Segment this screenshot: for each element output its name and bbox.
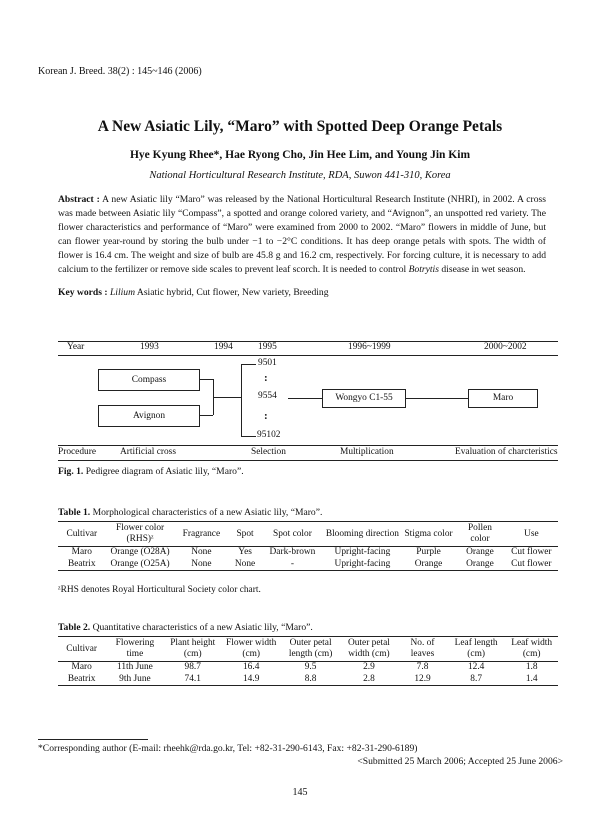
parent-label-avignon: Avignon (132, 411, 166, 421)
column-header: Fragrance (182, 528, 221, 539)
table-row (58, 662, 558, 674)
year-label: Year (67, 342, 85, 352)
table-cell: 7.8 (416, 662, 429, 672)
table1-caption (58, 507, 322, 518)
table-cell: 1.8 (525, 662, 538, 672)
figure-procedure-rule (58, 445, 558, 446)
year-1993: 1993 (140, 342, 159, 352)
keywords-italic-term: Lilium (109, 287, 136, 298)
selection-ellipsis: : (264, 372, 268, 384)
table-cell: 2.8 (363, 673, 375, 684)
table-cell: 74.1 (184, 673, 201, 684)
abstract-text-end: disease in wet season. (438, 264, 526, 276)
table-cell: - (290, 558, 294, 569)
table-cell: Dark-brown (269, 547, 316, 557)
column-header: Flower color (RHS)ᶻ (116, 523, 165, 544)
table-cell: 12.4 (467, 662, 485, 672)
column-header: Blooming direction (325, 528, 399, 539)
figure-caption-text: Pedigree diagram of Asiatic lily, “Maro”. (83, 466, 244, 477)
column-header: Use (524, 528, 539, 539)
table-cell: 8.7 (470, 673, 482, 684)
year-1994: 1994 (214, 342, 233, 352)
table-cell: None (234, 558, 256, 569)
figure-bottom-rule (58, 460, 558, 461)
selection-bracket-tick (241, 364, 256, 365)
table2-caption-text: Quantitative characteristics of a new Asiatic lily, “Maro”. (90, 622, 313, 633)
table-cell: Yes (238, 547, 252, 557)
column-header: Leaf width (cm) (511, 638, 553, 659)
table-cell: 12.9 (414, 673, 431, 684)
column-header: Cultivar (66, 643, 98, 654)
table2-caption (58, 622, 313, 633)
table-cell: Cut flower (511, 547, 552, 557)
keywords-text: Asiatic hybrid, Cut flower, New variety, Breeding (135, 287, 329, 298)
table-cell: Orange (O28A) (110, 547, 170, 557)
table-cell: 14.9 (242, 673, 260, 684)
figure-caption (58, 466, 244, 477)
cross-connector (199, 379, 213, 380)
table-cell: Cut flower (511, 558, 552, 569)
keywords (58, 287, 546, 298)
table-header-row (58, 637, 558, 662)
table1-footnote: ᶻRHS denotes Royal Horticultural Society color chart. (58, 585, 261, 595)
table-cell: 9th June (119, 673, 151, 684)
table-cell: 2.9 (363, 662, 375, 672)
table-cell: 16.4 (242, 662, 260, 672)
column-header: Outer petal width (cm) (347, 638, 390, 659)
selection-9554: 9554 (258, 391, 277, 401)
column-header: Spot color (273, 528, 312, 539)
parent-box-avignon (98, 405, 200, 427)
selection-bracket-tick (241, 436, 256, 437)
keywords-label: Key words : (58, 287, 108, 298)
column-header: Cultivar (66, 528, 98, 539)
table-cell: Maro (71, 547, 92, 557)
line-box-wongyo (322, 389, 406, 408)
table-cell: None (191, 547, 212, 557)
table-cell: Purple (416, 547, 441, 557)
corresponding-author: *Corresponding author (E-mail: rheehk@rda.go.kr, Tel: +82-31-290-6143, Fax: +82-31-290-6189) (38, 743, 418, 754)
abstract-text: A new Asiatic lily “Maro” was released by the National Horticultural Research Institute (NHRI), in 2002. A cross was made between Asiatic lily “Compass”, a spotted and orange colored variety, and “Avignon”, an unspotted red variety. The flower characteristics and performance of “Maro” were examined from 2000 to 2002. “Maro” flowers in middle of June, but can flower year-round by storing the bulb under −1 to −2°C conditions. It has deep orange petals with spots. The width of flower is 16.4 cm. The weight and size of bulb are 45.8 g and 16.2 cm, respectively. For forcing culture, it is necessary to add calcium to the fertilizer or remove side scales to prevent leaf scorch. It is needed to control (58, 194, 546, 276)
cultivar-label-maro: Maro (492, 393, 514, 403)
table-header-row (58, 522, 558, 547)
table-cell: None (191, 558, 212, 569)
paper-title: A New Asiatic Lily, “Maro” with Spotted Deep Orange Petals (97, 118, 503, 135)
line-label-wongyo: Wongyo C1-55 (335, 393, 393, 403)
procedure-artificial-cross: Artificial cross (120, 447, 176, 457)
column-header: Outer petal length (cm) (288, 638, 333, 659)
author-list: Hye Kyung Rhee*, Hae Ryong Cho, Jin Hee Lim, and Young Jin Kim (129, 149, 471, 161)
cultivar-box-maro (468, 389, 538, 408)
procedure-label: Procedure (58, 447, 97, 457)
table1-caption-label: Table 1. (58, 507, 91, 518)
parent-label-compass: Compass (131, 375, 167, 385)
table-cell: 9.5 (304, 662, 317, 672)
table-cell: Orange (466, 547, 494, 557)
column-header: Plant height (cm) (170, 638, 216, 659)
table-row (58, 559, 558, 571)
abstract-italic-term: Botrytis (408, 264, 439, 276)
selection-bracket (241, 364, 242, 436)
page-number: 145 (292, 787, 308, 798)
table-quantitative (58, 636, 558, 686)
column-header: No. of leaves (410, 638, 435, 659)
table-cell: 1.4 (525, 673, 538, 684)
table-morphological (58, 521, 558, 571)
column-header: Leaf length (cm) (454, 638, 498, 659)
table-cell: Orange (O25A) (110, 558, 170, 569)
selection-95102: 95102 (257, 430, 281, 440)
figure-header-rule (58, 355, 558, 356)
table-cell: 8.8 (304, 673, 317, 684)
table-cell: Maro (71, 662, 92, 672)
table-cell: 11th June (116, 662, 153, 672)
year-2000-2002: 2000~2002 (484, 342, 527, 352)
abstract (58, 193, 546, 278)
table2-caption-label: Table 2. (58, 622, 91, 633)
table-row (58, 674, 558, 686)
parent-box-compass (98, 369, 200, 391)
table-cell: Orange (414, 558, 443, 569)
footnote-divider (38, 739, 148, 740)
pedigree-connector (288, 398, 322, 399)
column-header: Flower width (cm) (226, 638, 277, 659)
cross-connector (213, 397, 241, 398)
table-cell: Upright-facing (334, 558, 391, 569)
year-1995: 1995 (258, 342, 277, 352)
table-cell: Beatrix (67, 673, 96, 684)
selection-9501: 9501 (258, 358, 277, 368)
table1-caption-text: Morphological characteristics of a new Asiatic lily, “Maro”. (90, 507, 323, 518)
year-1996-1999: 1996~1999 (348, 342, 391, 352)
table-cell: Orange (466, 558, 494, 569)
procedure-multiplication: Multiplication (340, 447, 394, 457)
table-cell: Beatrix (68, 558, 96, 569)
column-header: Spot (236, 528, 254, 539)
table-cell: Upright-facing (334, 547, 391, 557)
cross-connector (199, 415, 213, 416)
abstract-label: Abstract : (58, 194, 100, 205)
selection-ellipsis: : (264, 410, 268, 422)
figure-caption-label: Fig. 1. (58, 466, 84, 477)
procedure-evaluation: Evaluation of charcteristics (455, 447, 558, 457)
pedigree-diagram (58, 335, 558, 465)
pedigree-connector (406, 398, 468, 399)
figure-top-rule (58, 341, 558, 342)
affiliation: National Horticultural Research Institute, RDA, Suwon 441-310, Korea (149, 170, 451, 181)
submission-dates: <Submitted 25 March 2006; Accepted 25 June 2006> (357, 756, 563, 767)
journal-reference: Korean J. Breed. 38(2) : 145~146 (2006) (38, 66, 202, 77)
column-header: Flowering time (115, 638, 155, 659)
column-header: Pollen color (467, 523, 492, 544)
table-cell: 98.7 (184, 662, 201, 672)
procedure-selection: Selection (251, 447, 286, 457)
column-header: Stigma color (404, 528, 453, 539)
table-row (58, 547, 558, 559)
